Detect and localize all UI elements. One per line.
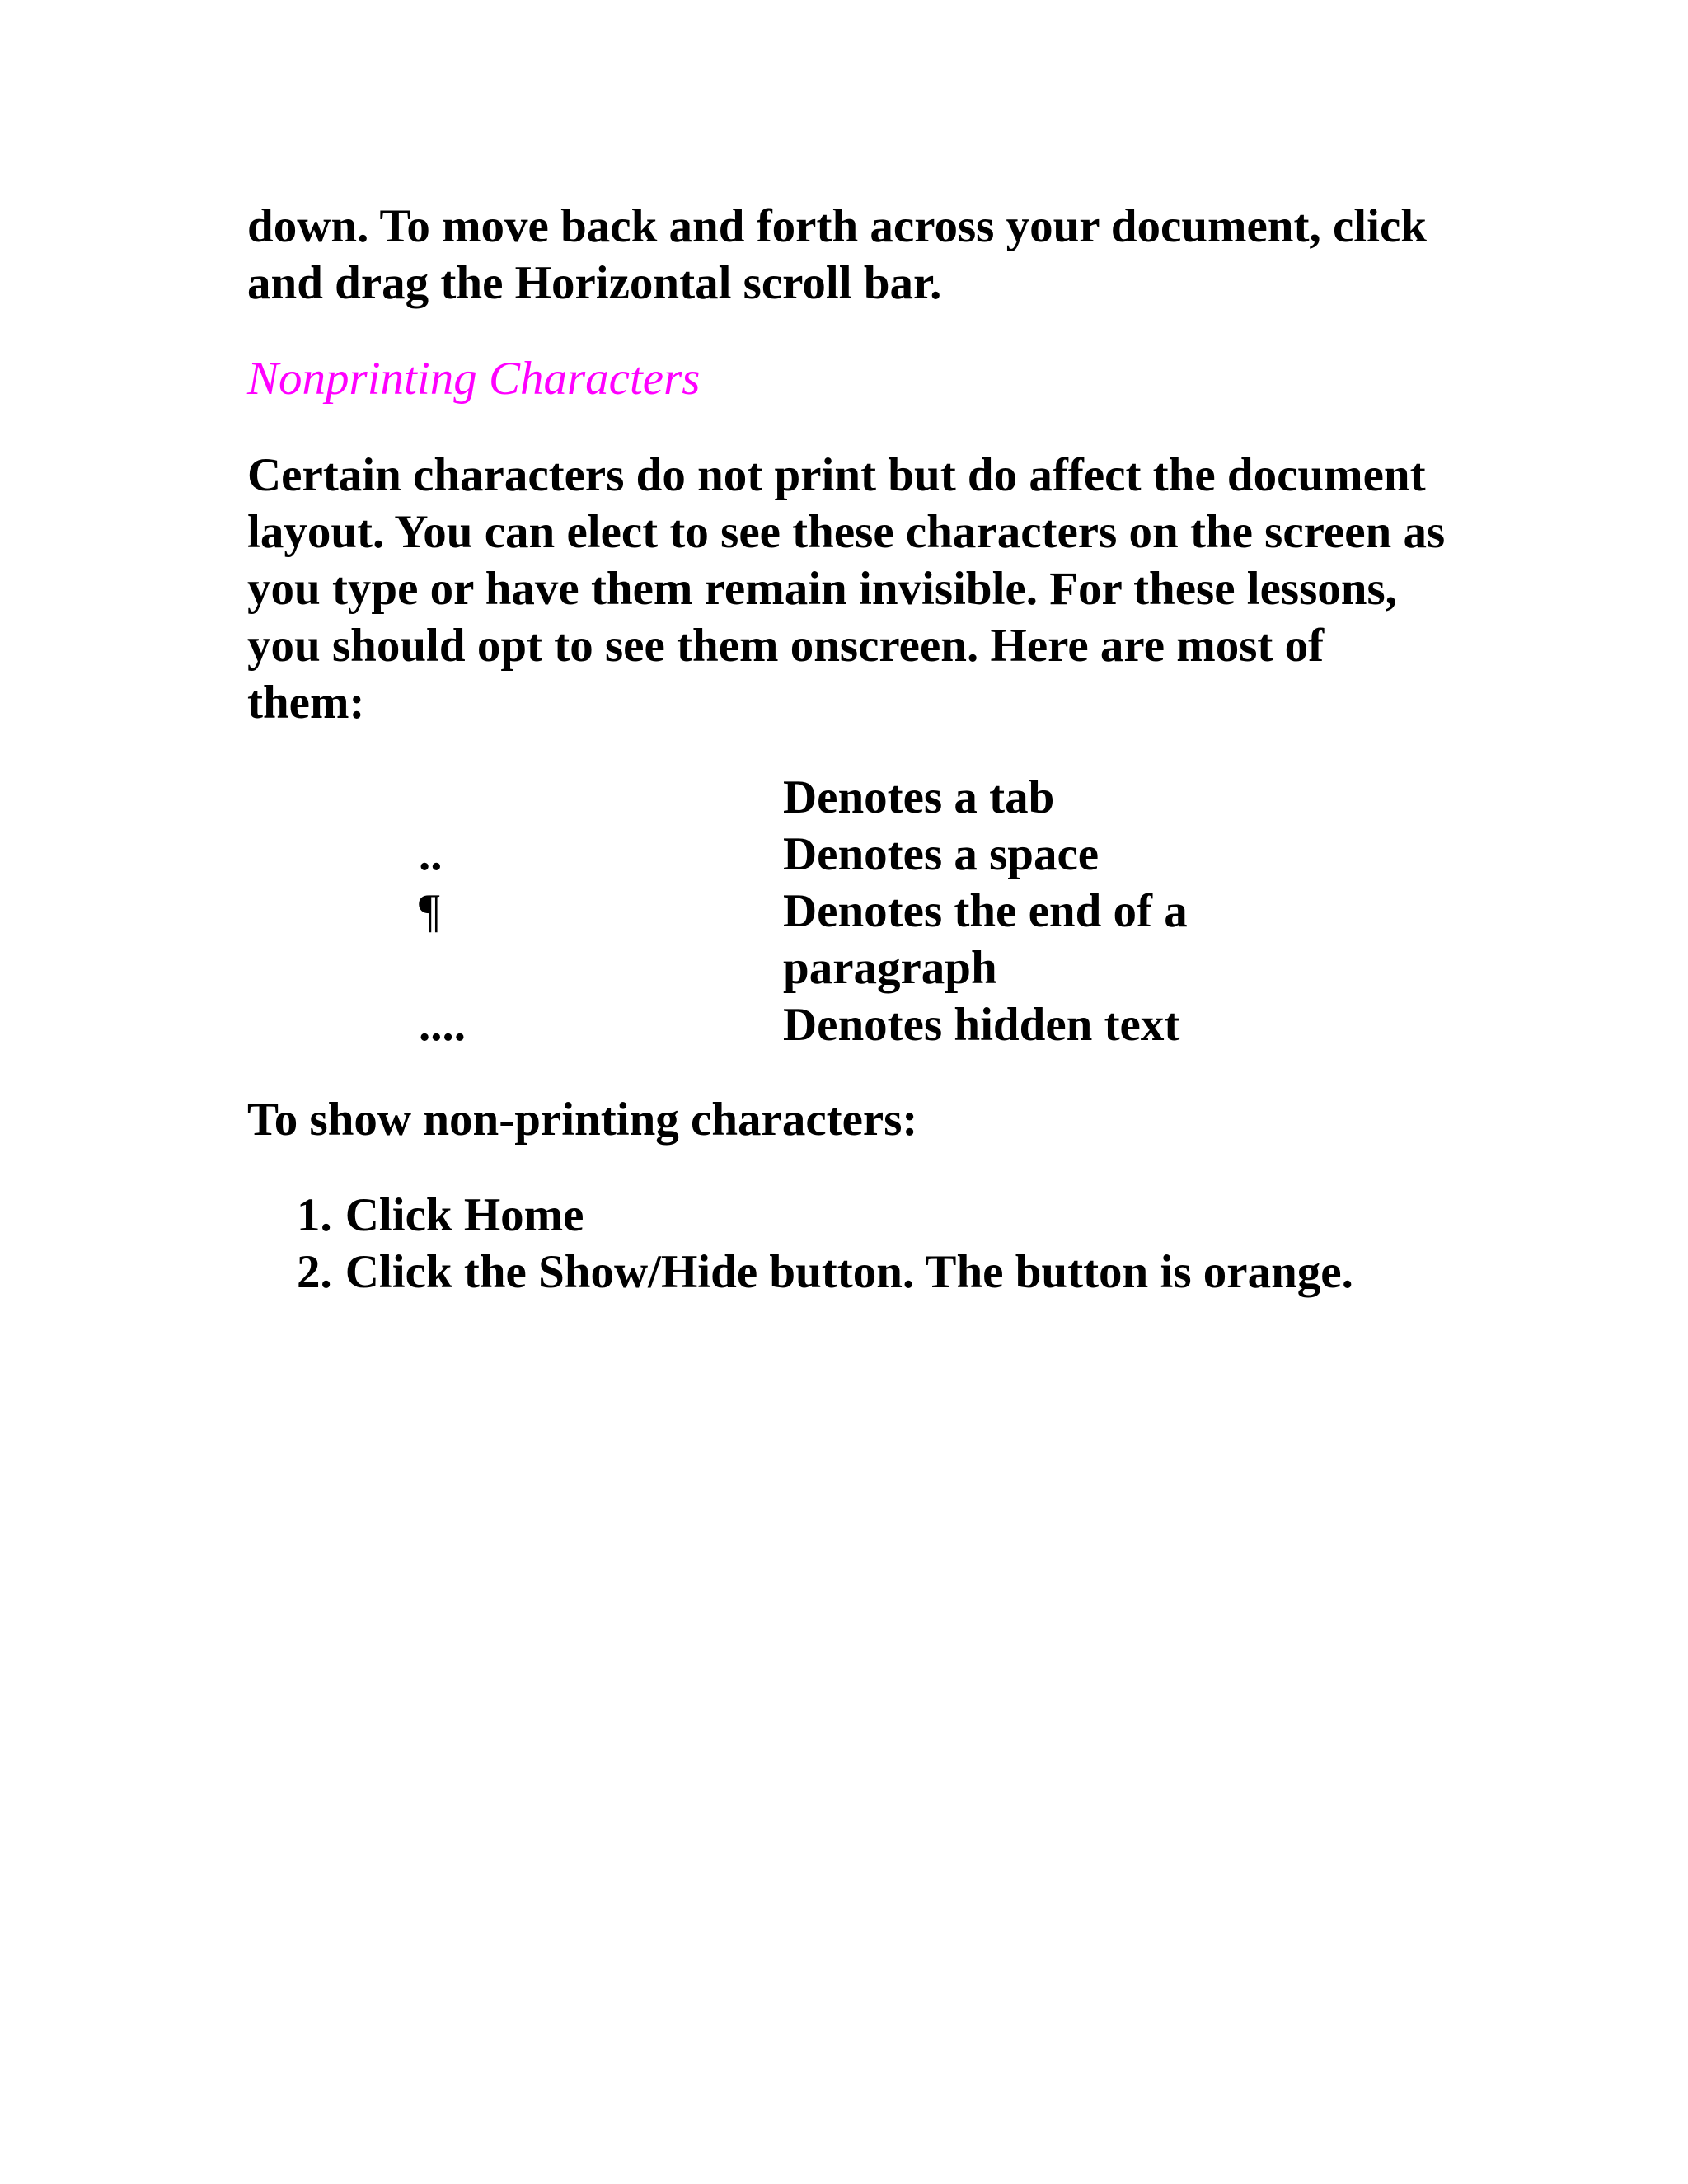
intro-paragraph: down. To move back and forth across your document, click and drag the Horizontal scroll bar. — [247, 200, 1427, 309]
steps-list — [297, 1187, 1353, 1301]
table-row — [247, 769, 1451, 826]
paragraph-end-description: Denotes the end of a paragraph — [783, 885, 1188, 994]
list-item — [297, 1187, 1353, 1244]
nonprinting-characters-table — [247, 769, 1451, 1053]
space-description: Denotes a space — [783, 828, 1100, 880]
hidden-text-symbol: .... — [419, 999, 466, 1051]
section-heading: Nonprinting Characters — [247, 353, 701, 405]
step-number: 2. — [297, 1246, 332, 1298]
list-item — [297, 1244, 1353, 1301]
step-text: Click the Show/Hide button. The button is orange. — [345, 1246, 1353, 1298]
body-paragraph: Certain characters do not print but do affect the document layout. You can elect to see these characters on the screen as you type or have them remain invisible. For these lessons, you should opt to see them onscreen. Here are most of them: — [247, 449, 1446, 729]
table-row — [247, 996, 1451, 1053]
table-row — [247, 826, 1451, 883]
instructions-intro: To show non-printing characters: — [247, 1094, 918, 1146]
tab-description: Denotes a tab — [783, 771, 1055, 823]
pilcrow-symbol: ¶ — [419, 885, 440, 937]
step-text: Click Home — [345, 1189, 584, 1241]
space-symbol: .. — [419, 828, 443, 880]
hidden-text-description: Denotes hidden text — [783, 999, 1180, 1051]
step-number: 1. — [297, 1189, 332, 1241]
table-row — [247, 883, 1451, 996]
